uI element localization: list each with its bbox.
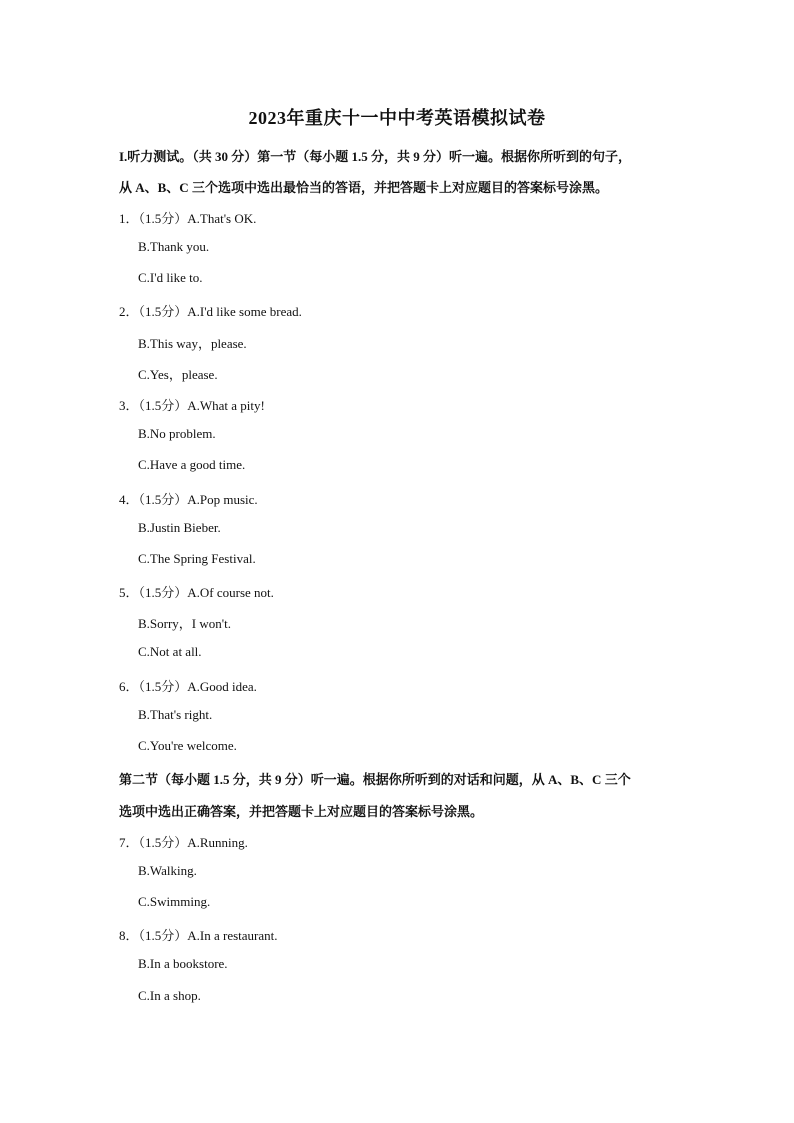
question-2-option-b: B.This way，please. [138,336,247,351]
question-8-option-b: B.In a bookstore. [138,956,228,971]
question-3-option-b: B.No problem. [138,426,216,441]
question-6-option-b: B.That's right. [138,707,213,722]
question-5-option-c: C.Not at all. [138,644,202,659]
question-3-stem: 3．（1.5分）A.What a pity! [119,398,265,413]
question-7-option-b: B.Walking. [138,863,197,878]
section1-instructions-line2: 从 A、B、C 三个选项中选出最恰当的答语，并把答题卡上对应题目的答案标号涂黑。 [119,180,608,195]
section2-instructions-line1: 第二节（每小题 1.5 分，共 9 分）听一遍。根据你所听到的对话和问题，从 A、B、C 三个 [119,772,631,787]
question-4-stem: 4．（1.5分）A.Pop music. [119,492,258,507]
question-1-stem: 1．（1.5分）A.That's OK. [119,211,257,226]
question-6-option-c: C.You're welcome. [138,738,237,753]
question-6-stem: 6．（1.5分）A.Good idea. [119,679,257,694]
question-1-option-c: C.I'd like to. [138,270,203,285]
section1-instructions-line1: I.听力测试。（共 30 分）第一节（每小题 1.5 分，共 9 分）听一遍。根据你所听到的句子， [119,149,632,164]
question-7-stem: 7．（1.5分）A.Running. [119,835,248,850]
page-title: 2023年重庆十一中中考英语模拟试卷 [248,108,546,128]
question-2-option-c: C.Yes，please. [138,367,218,382]
section2-instructions-line2: 选项中选出正确答案，并把答题卡上对应题目的答案标号涂黑。 [119,804,484,819]
question-5-stem: 5．（1.5分）A.Of course not. [119,585,274,600]
question-2-stem: 2．（1.5分）A.I'd like some bread. [119,304,302,319]
question-8-stem: 8．（1.5分）A.In a restaurant. [119,928,278,943]
question-4-option-b: B.Justin Bieber. [138,520,221,535]
question-5-option-b: B.Sorry，I won't. [138,616,231,631]
question-1-option-b: B.Thank you. [138,239,210,254]
question-8-option-c: C.In a shop. [138,988,201,1003]
question-4-option-c: C.The Spring Festival. [138,551,256,566]
question-3-option-c: C.Have a good time. [138,457,246,472]
question-7-option-c: C.Swimming. [138,894,211,909]
